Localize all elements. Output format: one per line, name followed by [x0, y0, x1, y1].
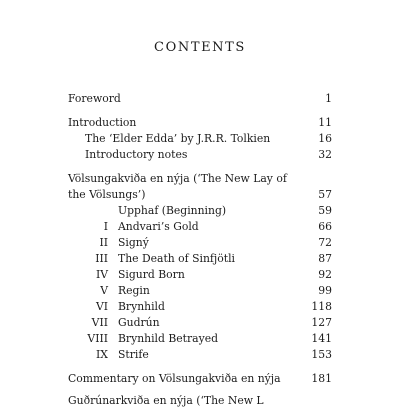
toc-entry-label: Gudrún	[118, 316, 160, 329]
section-numeral: IX	[96, 348, 108, 361]
toc-section-1[interactable]	[0, 220, 400, 234]
toc-entry-label: Sigurd Born	[118, 268, 185, 281]
toc-section-5[interactable]	[0, 284, 400, 298]
toc-section-4[interactable]	[0, 268, 400, 282]
toc-entry-label: Signý	[118, 236, 149, 249]
toc-entry-page: 59	[318, 204, 332, 217]
section-numeral: VIII	[87, 332, 108, 345]
toc-entry-label: Foreword	[68, 92, 121, 105]
toc-entry-introductory-notes[interactable]	[0, 148, 400, 162]
toc-entry-gudrunarkvida[interactable]	[0, 394, 400, 408]
toc-entry-label: Introduction	[68, 116, 137, 129]
section-numeral: IV	[95, 268, 108, 281]
toc-entry-page: 72	[318, 236, 332, 249]
section-numeral: VII	[91, 316, 108, 329]
toc-entry-label: The Death of Sinfjötli	[118, 252, 236, 265]
toc-section-9[interactable]	[0, 348, 400, 362]
toc-section-8[interactable]	[0, 332, 400, 346]
toc-entry-label: Strife	[118, 348, 149, 361]
toc-section-6[interactable]	[0, 300, 400, 314]
toc-entry-label: Brynhild	[118, 300, 165, 313]
toc-entry-page: 99	[318, 284, 332, 297]
toc-entry-page: 66	[318, 220, 332, 233]
toc-entry-page: 181	[311, 372, 332, 385]
toc-entry-introduction[interactable]	[0, 116, 400, 130]
toc-entry-label: Regin	[118, 284, 150, 297]
toc-entry-page: 16	[318, 132, 332, 145]
toc-entry-foreword[interactable]	[0, 92, 400, 106]
toc-entry-label: Andvari’s Gold	[118, 220, 199, 233]
toc-entry-page: 127	[311, 316, 332, 329]
section-numeral: II	[99, 236, 108, 249]
toc-entry-page: 1	[325, 92, 332, 105]
toc-entry-page: 153	[311, 348, 332, 361]
toc-entry-page: 32	[318, 148, 332, 161]
section-numeral: V	[100, 284, 108, 297]
toc-entry-label: Upphaf (Beginning)	[118, 204, 227, 217]
toc-entry-label: Brynhild Betrayed	[118, 332, 219, 345]
toc-entry-page: 141	[311, 332, 332, 345]
toc-entry-page: 118	[311, 300, 332, 313]
toc-entry-commentary[interactable]	[0, 372, 400, 386]
section-numeral: I	[103, 220, 108, 233]
toc-section-3[interactable]	[0, 252, 400, 266]
toc-entry-label: the Völsungs’)	[68, 188, 146, 201]
toc-entry-volsungakvida-line2[interactable]	[0, 188, 400, 202]
toc-entry-page: 57	[318, 188, 332, 201]
toc-entry-page: 92	[318, 268, 332, 281]
toc-entry-label: Guðrúnarkviða en nýja (‘The New L	[68, 394, 264, 407]
toc-entry-label: Völsungakviða en nýja (‘The New Lay of	[68, 172, 287, 185]
section-numeral: VI	[95, 300, 108, 313]
toc-entry-label: Introductory notes	[85, 148, 188, 161]
toc-entry-label: The ‘Elder Edda’ by J.R.R. Tolkien	[85, 132, 271, 145]
toc-entry-label: Commentary on Völsungakviða en nýja	[68, 372, 281, 385]
section-numeral: III	[95, 252, 108, 265]
page-title: CONTENTS	[154, 40, 246, 55]
toc-section-7[interactable]	[0, 316, 400, 330]
toc-entry-page: 87	[318, 252, 332, 265]
toc-entry-volsungakvida-line1[interactable]	[0, 172, 400, 186]
toc-entry-page: 11	[318, 116, 332, 129]
toc-section-2[interactable]	[0, 236, 400, 250]
toc-entry-upphaf[interactable]	[0, 204, 400, 218]
toc-entry-elder-edda[interactable]	[0, 132, 400, 146]
